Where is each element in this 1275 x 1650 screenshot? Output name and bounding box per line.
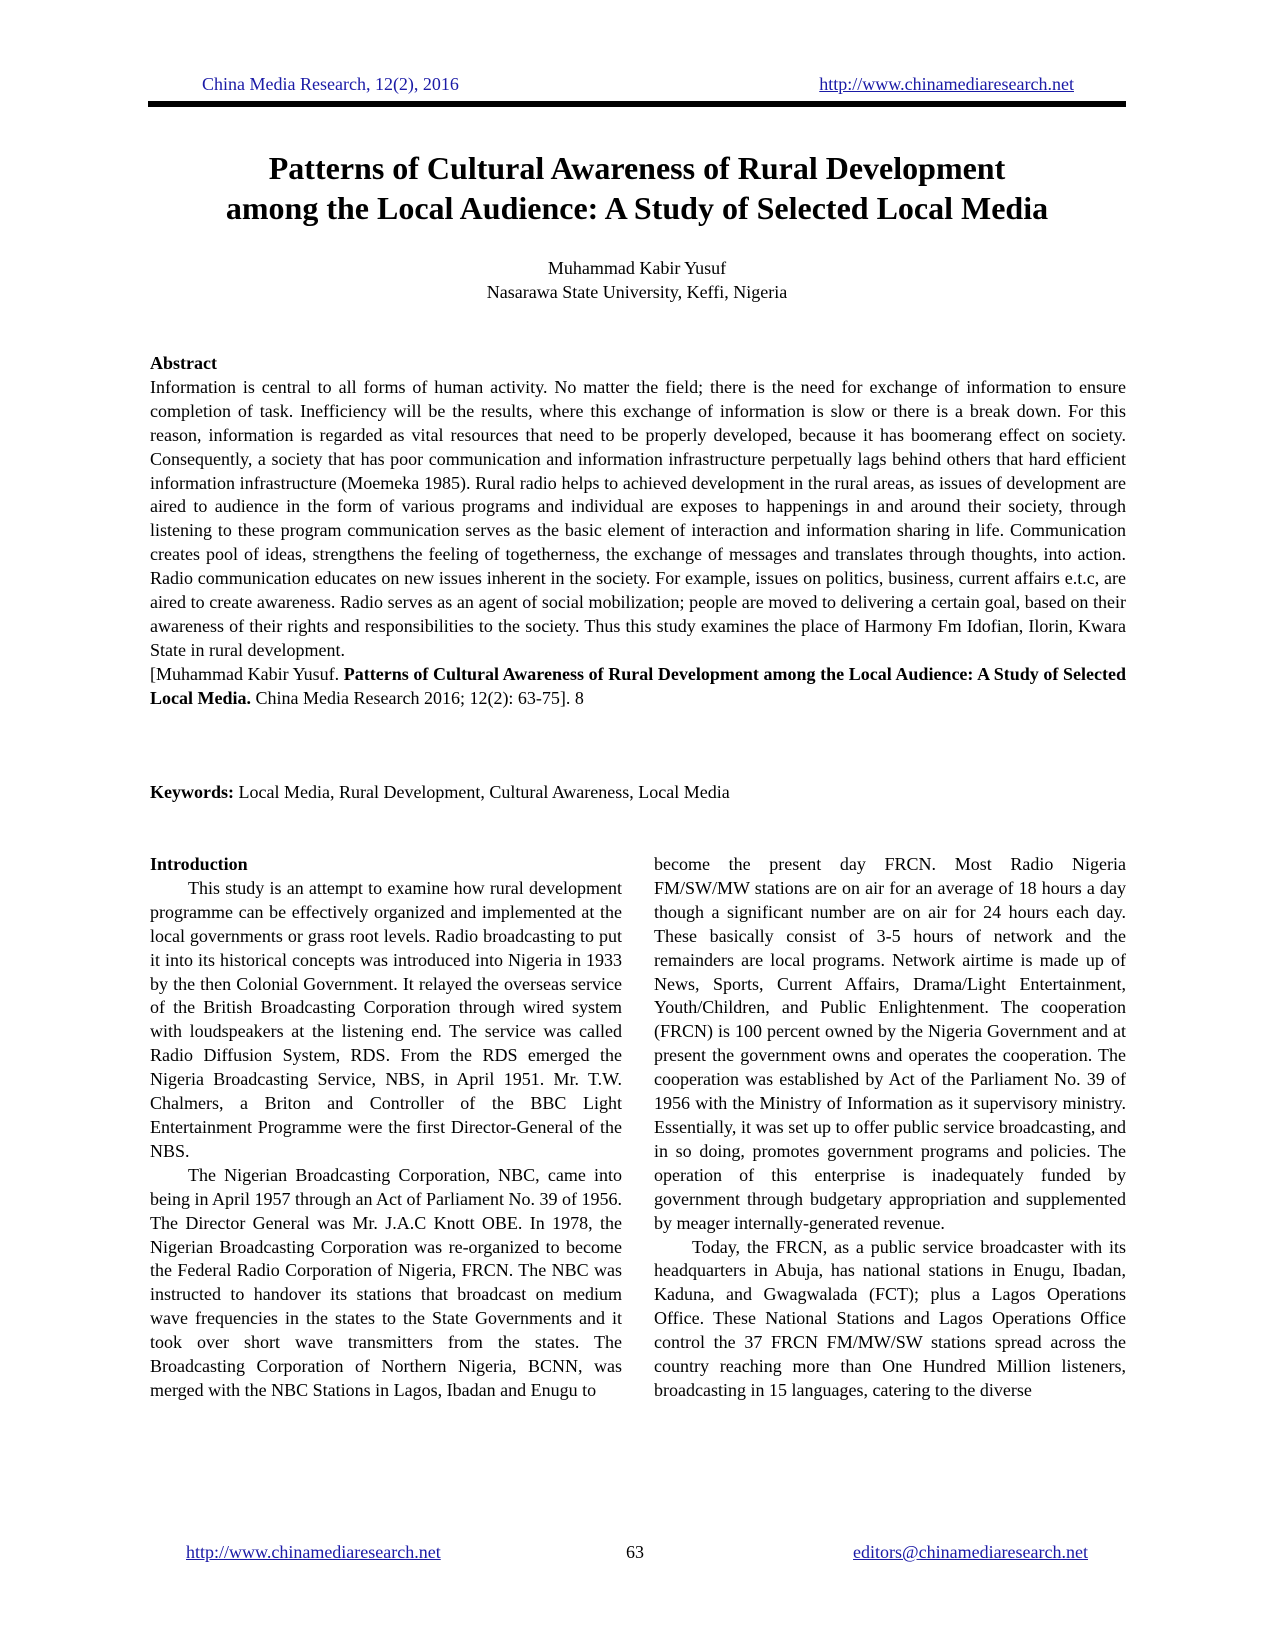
body-column-right <box>654 853 1126 1403</box>
author-affiliation: Nasarawa State University, Keffi, Nigeria <box>486 282 788 302</box>
keywords-line <box>150 780 1126 804</box>
page-number: 63 <box>626 1542 644 1562</box>
citation-title: Patterns of Cultural Awareness of Rural Development among the Local Audience: A Study of Selected Local Media. <box>150 663 1126 708</box>
body-paragraph: This study is an attempt to examine how rural development programme can be effectively organized and implemented at the local governments or grass root levels. Radio broadcasting to put it into its historical concepts was introduced into Nigeria in 1933 by the then Colonial Government. It relayed the overseas service of the British Broadcasting Corporation through wired system with loudspeakers at the listening end. The service was called Radio Diffusion System, RDS. From the RDS emerged the Nigeria Broadcasting Service, NBS, in April 1951. Mr. T.W. Chalmers, a Briton and Controller of the BBC Light Entertainment Programme were the first Director-General of the NBS. <box>150 877 622 1161</box>
keywords-label: Keywords: <box>150 782 234 802</box>
abstract-body: Information is central to all forms of human activity. No matter the field; there is the need for exchange of information to ensure completion of task. Inefficiency will be the results, where this exchange of information is slow or there is a break down. For this reason, information is regarded as vital resources that need to be properly developed, because it has boomerang effect on society. Consequently, a society that has poor communication and information infrastructure perpetually lags behind others that hard efficient information infrastructure (Moemeka 1985). Rural radio helps to achieved development in the rural areas, as issues of development are aired to audience in the form of various programs and individual are exposes to happenings in and around their society, through listening to these program communication serves as the basic element of interaction and information sharing in life. Communication creates pool of ideas, strengthens the feeling of togetherness, the exchange of messages and translates through thoughts, into action. Radio communication educates on new issues inherent in the society. For example, issues on politics, business, current affairs e.t.c, are aired to create awareness. Radio serves as an agent of social mobilization; people are moved to delivering a certain goal, based on their awareness of their rights and responsibilities to the society. Thus this study examines the place of Harmony Fm Idofian, Ilorin, Kwara State in rural development. <box>150 376 1126 660</box>
author-block <box>148 256 1126 304</box>
title-line-1: Patterns of Cultural Awareness of Rural Development <box>268 150 1006 186</box>
abstract-section <box>150 352 1126 711</box>
citation-prefix: [Muhammad Kabir Yusuf. <box>150 663 340 684</box>
title-line-2: among the Local Audience: A Study of Selected Local Media <box>225 190 1049 226</box>
keywords-text: Local Media, Rural Development, Cultural Awareness, Local Media <box>238 782 730 802</box>
abstract-heading: Abstract <box>150 353 217 373</box>
running-header <box>148 74 1126 98</box>
footer-email-link[interactable]: editors@chinamediaresearch.net <box>853 1542 1088 1562</box>
page-footer <box>148 1542 1126 1566</box>
citation-suffix: China Media Research 2016; 12(2): 63-75]. 8 <box>255 687 584 708</box>
body-paragraph: become the present day FRCN. Most Radio Nigeria FM/SW/MW stations are on air for an average of 18 hours a day though a significant number are on air for 24 hours each day. These basically consist of 3-5 hours of network and the remainders are local programs. Network airtime is made up of News, Sports, Current Affairs, Drama/Light Entertainment, Youth/Children, and Public Enlightenment. The cooperation (FRCN) is 100 percent owned by the Nigeria Government and at present the government owns and operates the cooperation. The cooperation was established by Act of the Parliament No. 39 of 1956 with the Ministry of Information as it supervisory ministry. Essentially, it was set up to offer public service broadcasting, and in so doing, promotes government programs and policies. The operation of this enterprise is inadequately funded by government through budgetary appropriation and supplemented by meager internally-generated revenue. <box>654 854 1126 1233</box>
header-journal-link[interactable]: http://www.chinamediaresearch.net <box>819 74 1074 94</box>
body-column-left <box>150 853 622 1403</box>
paper-title <box>148 148 1126 228</box>
journal-citation: China Media Research, 12(2), 2016 <box>202 74 459 94</box>
body-paragraph: Today, the FRCN, as a public service broadcaster with its headquarters in Abuja, has national stations in Enugu, Ibadan, Kaduna, and Gwagwalada (FCT); plus a Lagos Operations Office. These National Stations and Lagos Operations Office control the 37 FRCN FM/MW/SW stations spread across the country reaching more than One Hundred Million listeners, broadcasting in 15 languages, catering to the diverse <box>654 1236 1126 1400</box>
header-divider <box>148 101 1126 107</box>
footer-website-link[interactable]: http://www.chinamediaresearch.net <box>186 1542 441 1562</box>
introduction-heading: Introduction <box>150 854 248 874</box>
abstract-citation <box>150 663 1126 711</box>
author-name: Muhammad Kabir Yusuf <box>547 258 727 278</box>
body-paragraph: The Nigerian Broadcasting Corporation, NBC, came into being in April 1957 through an Act of Parliament No. 39 of 1956. The Director General was Mr. J.A.C Knott OBE. In 1978, the Nigerian Broadcasting Corporation was re-organized to become the Federal Radio Corporation of Nigeria, FRCN. The NBC was instructed to handover its stations that broadcast on medium wave frequencies in the states to the State Governments and it took over short wave transmitters from the states. The Broadcasting Corporation of Northern Nigeria, BCNN, was merged with the NBC Stations in Lagos, Ibadan and Enugu to <box>150 1164 622 1400</box>
